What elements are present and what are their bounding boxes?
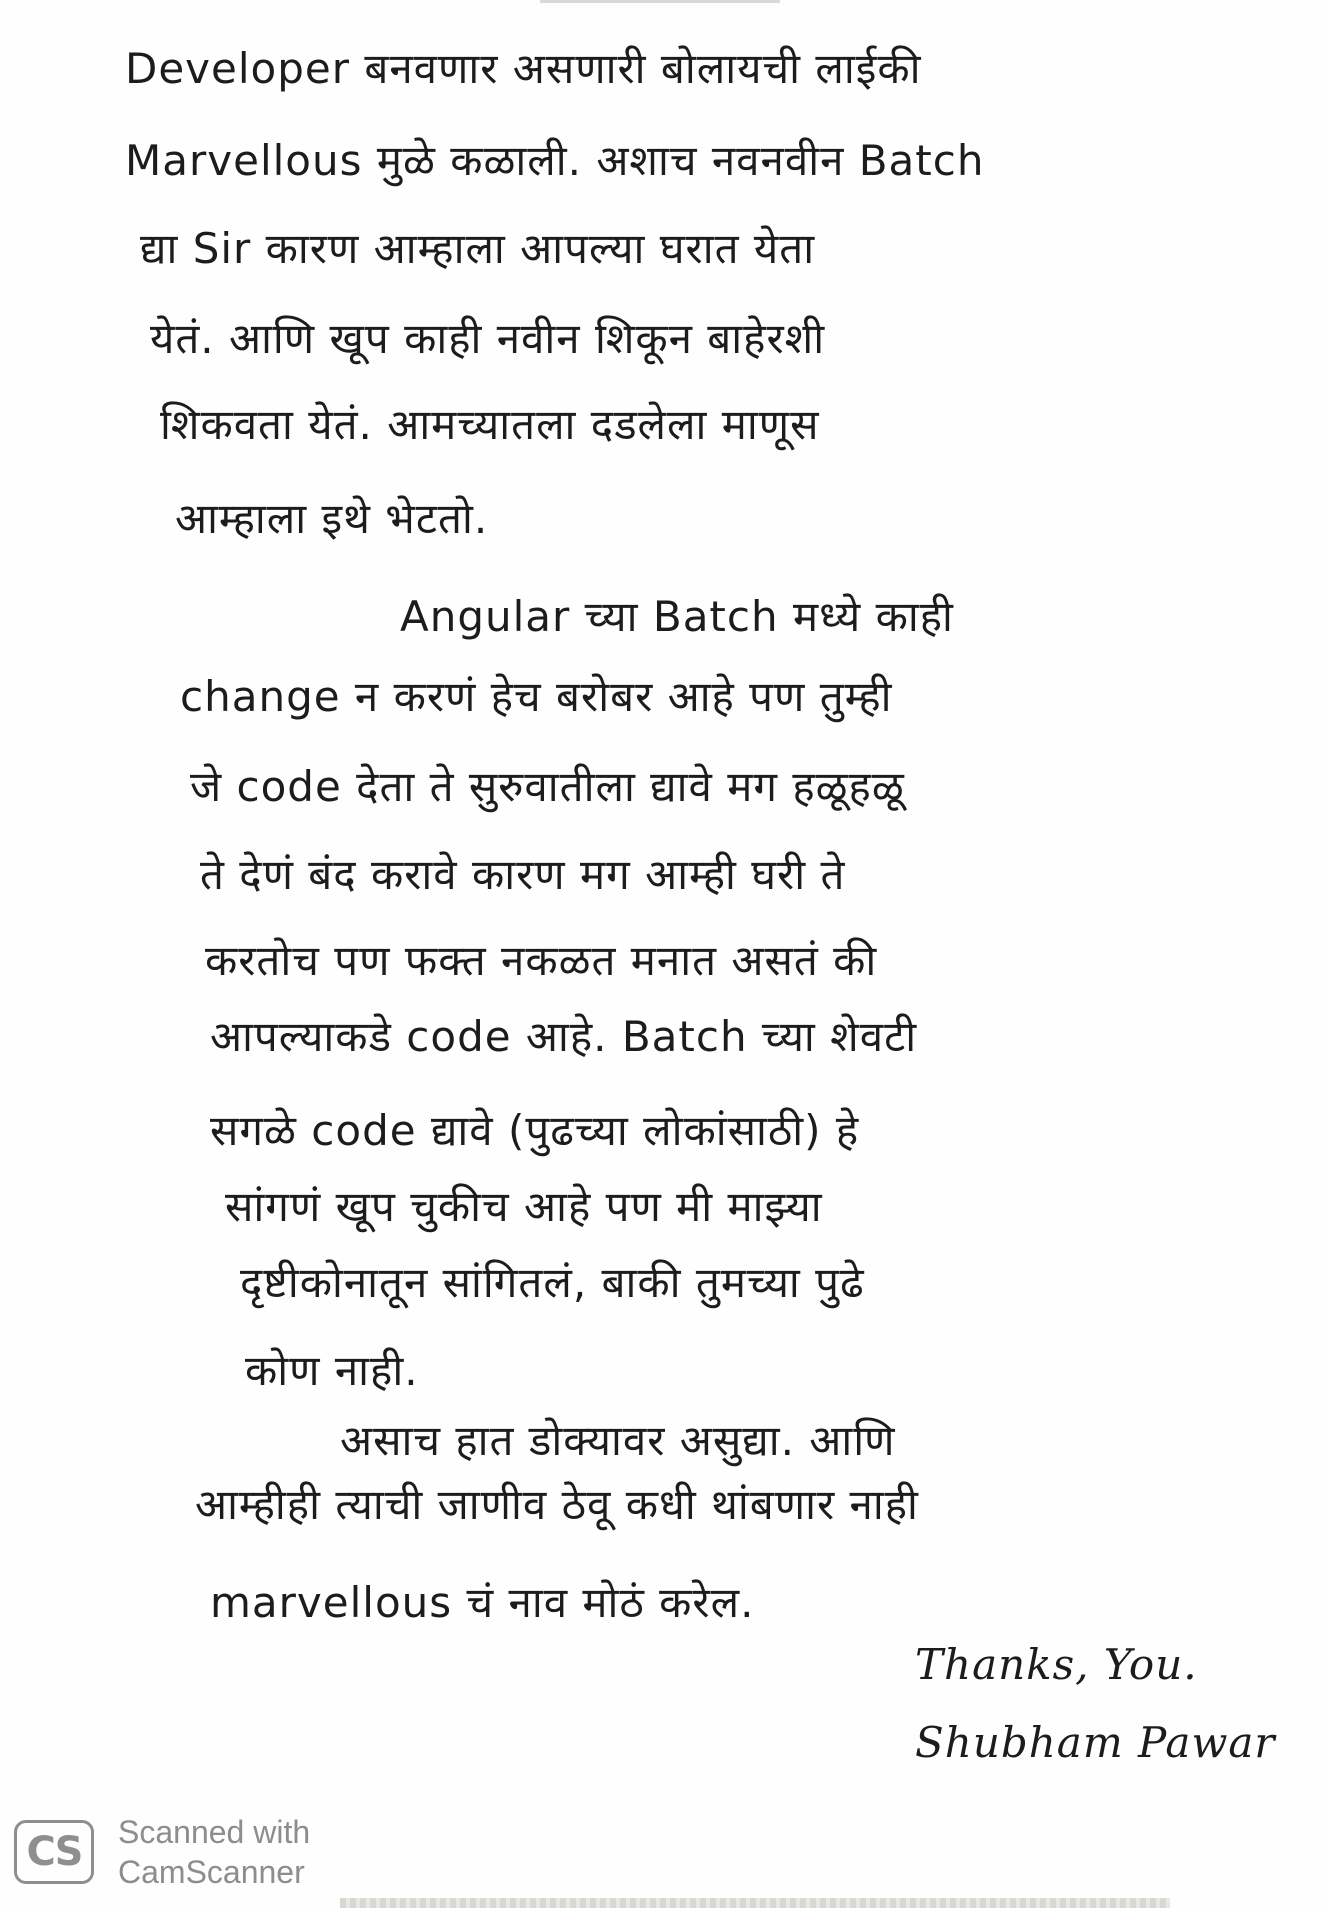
letter-line: Angular च्या Batch मध्ये काही	[400, 592, 954, 641]
letter-line: येतं. आणि खूप काही नवीन शिकून बाहेरशी	[150, 314, 826, 363]
signature-name: Shubham Pawar	[915, 1718, 1276, 1767]
letter-line: सगळे code द्यावे (पुढच्या लोकांसाठी) हे	[210, 1106, 860, 1155]
letter-line: द्या Sir कारण आम्हाला आपल्या घरात येता	[140, 224, 816, 273]
page-bottom-edge	[340, 1898, 1170, 1908]
letter-line: सांगणं खूप चुकीच आहे पण मी माझ्या	[225, 1182, 823, 1231]
watermark-line-1: Scanned with	[118, 1814, 311, 1850]
letter-line: करतोच पण फक्त नकळत मनात असतं की	[205, 936, 878, 985]
letter-line: आम्हीही त्याची जाणीव ठेवू कधी थांबणार नाही	[195, 1480, 919, 1529]
letter-line: आपल्याकडे code आहे. Batch च्या शेवटी	[210, 1012, 918, 1061]
watermark-line-2: CamScanner	[118, 1854, 305, 1890]
closing-thanks: Thanks, You.	[915, 1640, 1198, 1689]
letter-line: शिकवता येतं. आमच्यातला दडलेला माणूस	[160, 400, 820, 449]
letter-line: change न करणं हेच बरोबर आहे पण तुम्ही	[180, 672, 893, 721]
letter-line: ते देणं बंद करावे कारण मग आम्ही घरी ते	[200, 850, 846, 899]
letter-line: जे code देता ते सुरुवातीला द्यावे मग हळूहळू	[190, 762, 905, 811]
letter-line: असाच हात डोक्यावर असुद्या. आणि	[340, 1416, 896, 1465]
camscanner-watermark	[14, 1814, 344, 1894]
letter-line: दृष्टीकोनातून सांगितलं, बाकी तुमच्या पुढे	[240, 1258, 865, 1307]
letter-line: आम्हाला इथे भेटतो.	[175, 494, 489, 543]
camscanner-logo-icon: CS	[14, 1820, 94, 1884]
letter-line: कोण नाही.	[245, 1346, 419, 1395]
page-top-edge	[540, 0, 780, 3]
letter-line: Developer बनवणार असणारी बोलायची लाईकी	[125, 44, 922, 93]
letter-line: Marvellous मुळे कळाली. अशाच नवनवीन Batch	[125, 136, 985, 185]
letter-line: marvellous चं नाव मोठं करेल.	[210, 1578, 755, 1627]
